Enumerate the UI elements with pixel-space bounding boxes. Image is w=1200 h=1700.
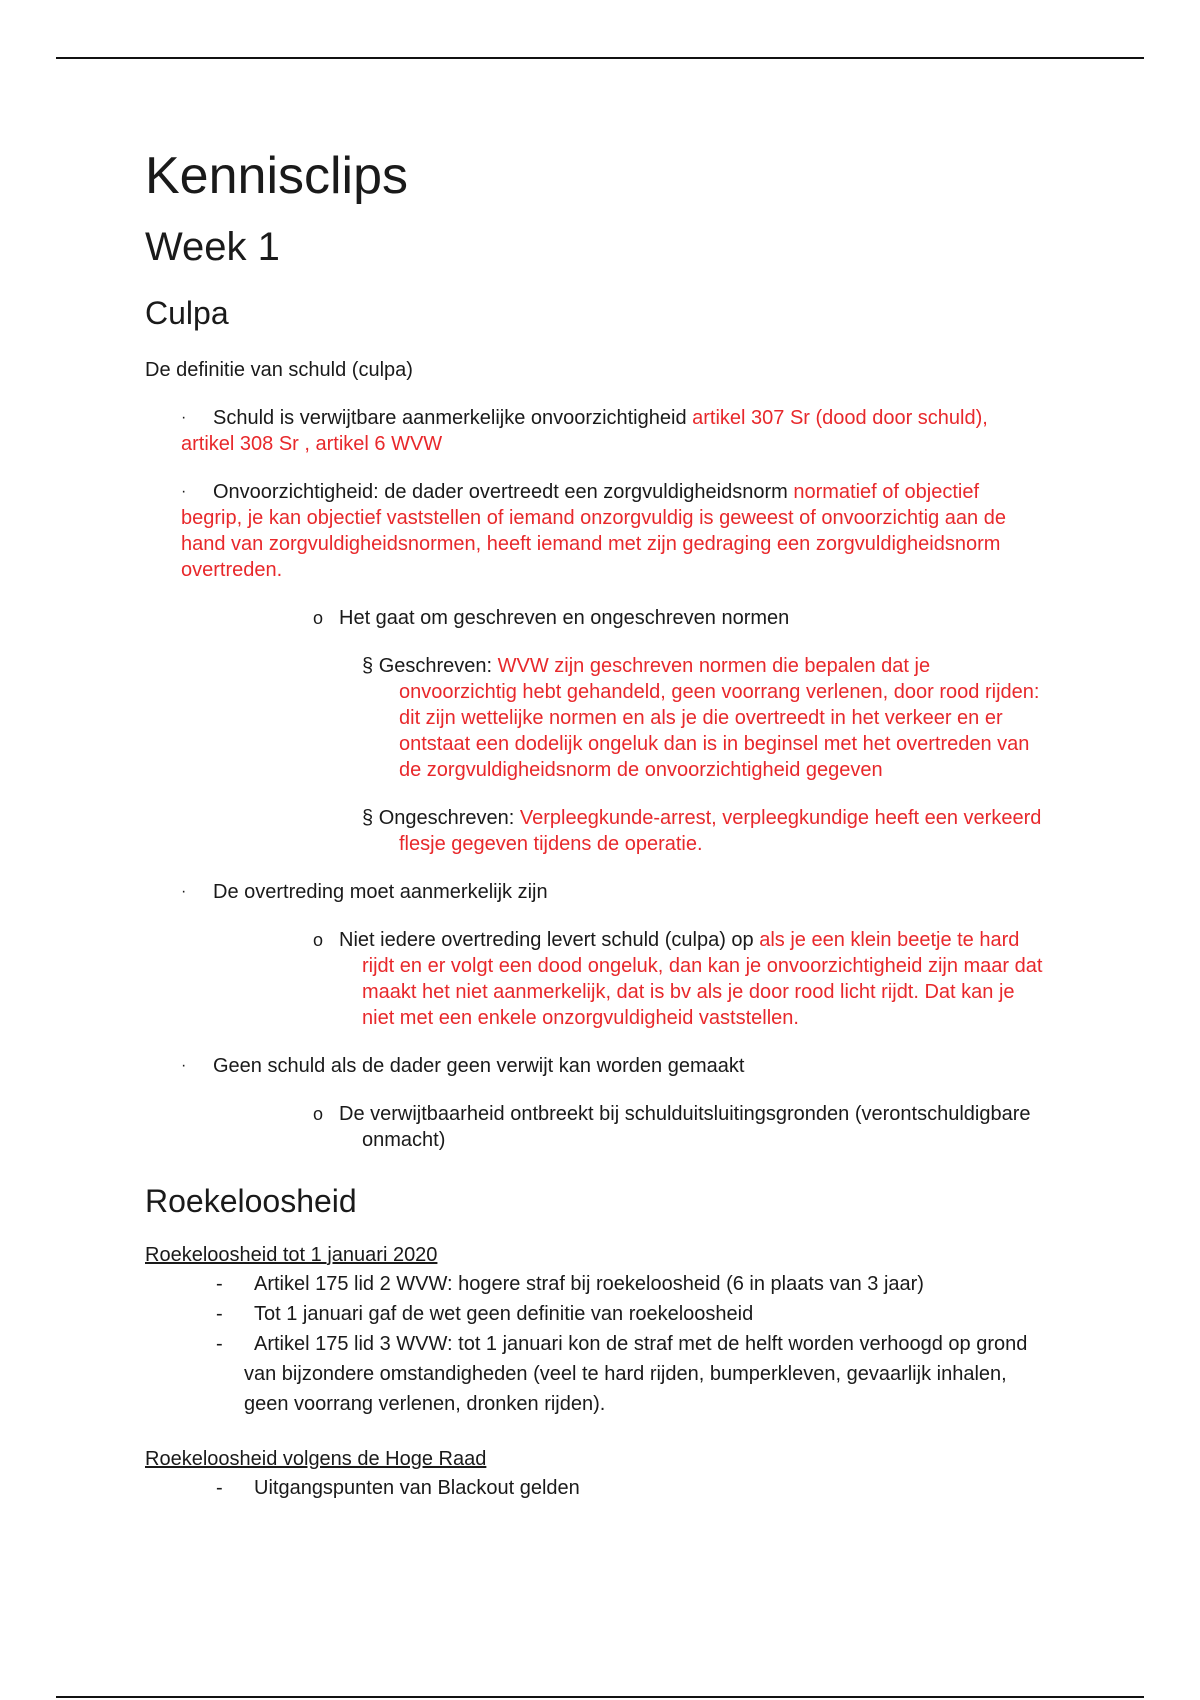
list-item: [362, 805, 1045, 857]
written-note: WVW zijn geschreven normen die bepalen dat je onvoorzichtig hebt gehandeld, geen voorrang verlenen, door rood rijden: dit zijn wettelijke normen en als je die overtreedt in het verkeer en er ontstaat een dodelijk ongeluk dan is in beginsel met het overtreden van de zorgvuldigheidsnorm de onvoorzichtigheid gegeven: [399, 655, 1040, 781]
list-item: [362, 653, 1045, 783]
section-mark: §: [362, 655, 374, 677]
sub-note: als je een klein beetje te hard rijdt en er volgt een dood ongeluk, dan kan je onvoorzichtigheid zijn maar dat maakt het niet aanmerkelijk, dat is bv als je door rood licht rijdt. Dat kan je niet met een enkele onzorgvuldigheid vaststellen.: [362, 929, 1043, 1029]
bullet-text: De overtreding moet aanmerkelijk zijn: [213, 881, 548, 903]
top-rule: [56, 57, 1144, 59]
bullet-dot: ·: [181, 1057, 187, 1074]
list-text: Artikel 175 lid 3 WVW: tot 1 januari kon de straf met de helft worden verhoogd op grond van bijzondere omstandigheden (veel te hard rijden, bumperkleven, gevaarlijk inhalen, geen voorrang verlenen, dronken rijden).: [244, 1333, 1028, 1415]
circle-bullet: o: [313, 930, 324, 950]
unwritten-label: Ongeschreven:: [378, 807, 520, 829]
bullet-text: Schuld is verwijtbare aanmerkelijke onvoorzichtigheid: [213, 407, 693, 429]
dash-mark: -: [216, 1333, 223, 1355]
list-item: [313, 1101, 1045, 1153]
section-title: Roekeloosheid tot 1 januari 2020: [145, 1244, 438, 1266]
dash-mark: -: [216, 1273, 223, 1295]
written-label: Geschreven:: [378, 655, 498, 677]
dash-mark: -: [216, 1303, 223, 1325]
bullet-text: Onvoorzichtigheid: de dader overtreedt een zorgvuldigheidsnorm: [213, 481, 794, 503]
list-item: [181, 879, 1045, 905]
bullet-dot: ·: [181, 409, 187, 426]
section-title: Roekeloosheid volgens de Hoge Raad: [145, 1448, 487, 1470]
bullet-text: Geen schuld als de dader geen verwijt kan worden gemaakt: [213, 1055, 745, 1077]
list-text: Tot 1 januari gaf de wet geen definitie van roekeloosheid: [254, 1303, 754, 1325]
list-text: Uitgangspunten van Blackout gelden: [254, 1477, 580, 1499]
bullet-note: artikel 307 Sr (dood door schuld), artikel 308 Sr , artikel 6 WVW: [181, 407, 988, 455]
sub-text: De verwijtbaarheid ontbreekt bij schulduitsluitingsgronden (verontschuldigbare onmacht): [339, 1103, 1031, 1151]
document-title: Kennisclips: [145, 147, 409, 205]
section-mark: §: [362, 807, 374, 829]
unwritten-note: Verpleegkunde-arrest, verpleegkundige heeft een verkeerd flesje gegeven tijdens de operatie.: [399, 807, 1042, 855]
list-item: [181, 405, 1045, 457]
list-text: Artikel 175 lid 2 WVW: hogere straf bij roekeloosheid (6 in plaats van 3 jaar): [254, 1273, 924, 1295]
list-item: [216, 1269, 1045, 1299]
culpa-intro: De definitie van schuld (culpa): [145, 359, 413, 381]
list-item: [313, 927, 1045, 1031]
bullet-dot: ·: [181, 483, 187, 500]
week-heading: Week 1: [145, 225, 280, 269]
sub-text: Niet iedere overtreding levert schuld (culpa) op: [339, 929, 760, 951]
culpa-heading: Culpa: [145, 295, 229, 331]
list-item: [181, 1053, 1045, 1079]
list-item: [216, 1299, 1045, 1329]
dash-mark: -: [216, 1477, 223, 1499]
document-body: [145, 145, 1045, 1503]
circle-bullet: o: [313, 1104, 324, 1124]
roekeloosheid-heading: Roekeloosheid: [145, 1183, 357, 1219]
bottom-rule: [56, 1696, 1144, 1698]
list-item: [313, 605, 1045, 631]
list-item: [181, 479, 1045, 583]
list-item: [216, 1473, 1045, 1503]
bullet-note: normatief of objectief begrip, je kan objectief vaststellen of iemand onzorgvuldig is geweest of onvoorzichtig aan de hand van zorgvuldigheidsnormen, heeft iemand met zijn gedraging een zorgvuldigheidsnorm overtreden.: [181, 481, 1006, 581]
circle-bullet: o: [313, 608, 324, 628]
sub-text: Het gaat om geschreven en ongeschreven normen: [339, 607, 790, 629]
bullet-dot: ·: [181, 883, 187, 900]
list-item: [216, 1329, 1045, 1419]
